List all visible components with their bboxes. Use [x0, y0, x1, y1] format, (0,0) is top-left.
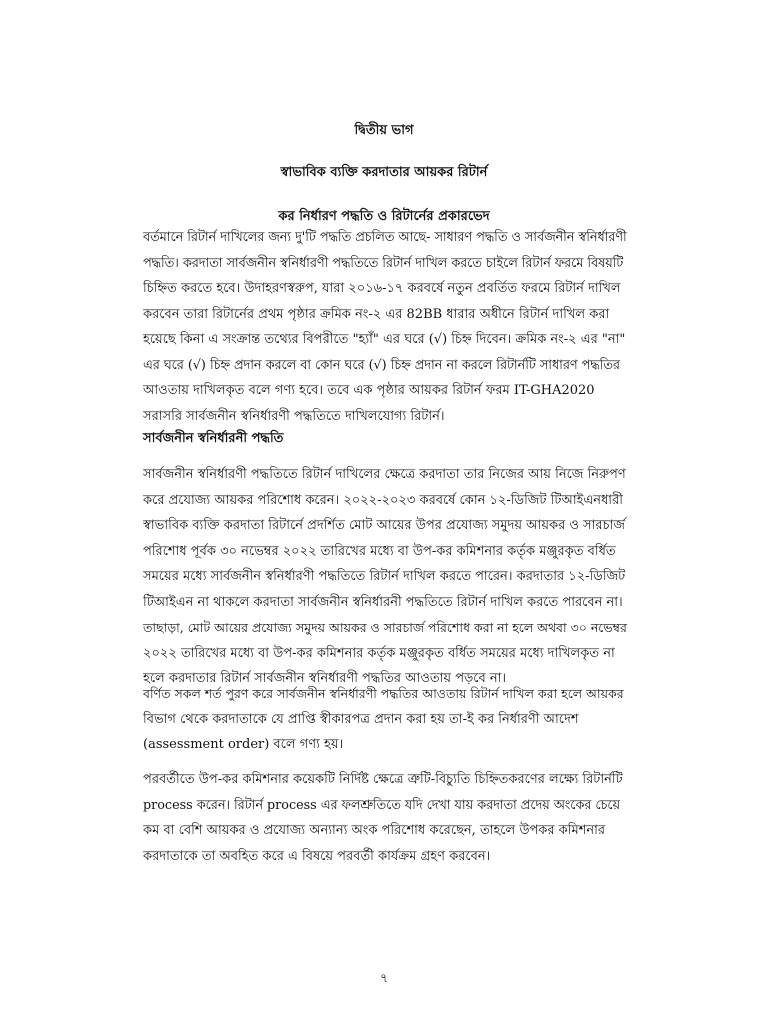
text-line: বর্ণিত সকল শর্ত পুরণ করে সার্বজনীন স্বনির্ধারণী পদ্ধতির আওতায় রিটার্ন দাখিল করা হলে আয়কর	[143, 686, 624, 701]
text-line: পদ্ধতি। করদাতা সার্বজনীন স্বনির্ধারণী পদ্ধতিতে রিটার্ন দাখিল করতে চাইলে রিটার্ন ফরমে বিষয়টি	[143, 255, 624, 271]
text-line: (assessment order) বলে গণ্য হয়।	[143, 737, 344, 752]
text-line: process করেন। রিটার্ন process এর ফলশ্রুতিতে যদি দেখা যায় করদাতা প্রদেয় অংকের চেয়ে	[143, 797, 621, 813]
text-line: হলে করদাতার রিটার্ন সার্বজনীন স্বনির্ধারণী পদ্ধতির আওতায় পড়বে না।	[143, 671, 507, 686]
text-line: সময়ের মধ্যে সার্বজনীন স্বনির্ধারণী পদ্ধতিতে রিটার্ন দাখিল করতে পারেন। করদাতার ১২-ডিজিট	[143, 569, 626, 584]
text-line: তাছাড়া, মোট আয়ের প্রযোজ্য সমুদয় আয়কর ও সারচার্জ পরিশোধ করা না হলে অথবা ৩০ নভেম্বর	[143, 620, 627, 635]
text-line: আওতায় দাখিলকৃত বলে গণ্য হবে। তবে এক পৃষ্ঠার আয়কর রিটার্ন ফরম IT-GHA2020	[143, 383, 595, 398]
text-line: করবেন তারা রিটার্নের প্রথম পৃষ্ঠার ক্রমিক নং-২ এর 82BB ধারার অধীনে রিটার্ন দাখিল করা	[143, 306, 610, 322]
text-line: সরাসরি সার্বজনীন স্বনির্ধারণী পদ্ধতিতে দাখিলযোগ্য রিটার্ন।	[143, 408, 445, 424]
text-line: করদাতাকে তা অবহিত করে এ বিষয়ে পরবর্তী কার্যক্রম গ্রহণ করবেন।	[143, 848, 491, 864]
main-title: স্বাভাবিক ব্যক্তি করদাতার আয়কর রিটার্ন	[280, 165, 488, 180]
text-line: স্বাভাবিক ব্যক্তি করদাতা রিটার্নে প্রদর্শিত মোট আয়ের উপর প্রযোজ্য সমুদয় আয়কর ও সারচার্জ	[143, 518, 625, 533]
section-title: সার্বজনীন স্বনির্ধারনী পদ্ধতি	[143, 431, 284, 446]
self-assessment-paragraph	[143, 462, 628, 692]
intro-paragraph	[143, 225, 628, 429]
sub-title: কর নির্ধারণ পদ্ধতি ও রিটার্নের প্রকারভেদ	[278, 209, 490, 224]
processing-paragraph	[143, 767, 628, 869]
text-line: হয়েছে কিনা এ সংক্রান্ত তথ্যের বিপরীতে "হ্যাঁ" এর ঘরে (√) চিহ্ন দিবেন। ক্রমিক নং-২ এর "না"	[143, 332, 626, 347]
text-line: টিআইএন না থাকলে করদাতা সার্বজনীন স্বনির্ধারনী পদ্ধতিতে রিটার্ন দাখিল করতে পারবেন না।	[143, 594, 623, 610]
page-number: ৭	[380, 971, 388, 985]
text-line: চিহ্নিত করতে হবে। উদাহরণস্বরুপ, যারা ২০১৬-১৭ করবর্ষে নতুন প্রবর্তিত ফরমে রিটার্ন দাখিল	[143, 281, 621, 296]
text-line: সার্বজনীন স্বনির্ধারণী পদ্ধতিতে রিটার্ন দাখিলের ক্ষেত্রে করদাতা তার নিজের আয় নিজে নিরুপণ	[143, 467, 626, 482]
text-line: বর্তমানে রিটার্ন দাখিলের জন্য দু'টি পদ্ধতি প্রচলিত আছে- সাধারণ পদ্ধতি ও সার্বজনীন স্বনির্ধারণী	[143, 230, 627, 245]
text-line: ২০২২ তারিখের মধ্যে বা উপ-কর কমিশনার কর্তৃক মঞ্জুরকৃত বর্ধিত সময়ের মধ্যে দাখিলকৃত না	[143, 645, 615, 661]
text-line: এর ঘরে (√) চিহ্ন প্রদান করলে বা কোন ঘরে (√) চিহ্ন প্রদান না করলে রিটার্নটি সাধারণ পদ্ধতির	[143, 357, 620, 373]
text-line: পরবর্তীতে উপ-কর কমিশনার কয়েকটি নির্দিষ্ট ক্ষেত্রে ত্রুটি-বিচ্যুতি চিহ্নিতকরণের লক্ষ্যে রিটার্নটি	[143, 772, 623, 787]
text-line: কম বা বেশি আয়কর ও প্রযোজ্য অন্যান্য অংক পরিশোধ করেছেন, তাহলে উপকর কমিশনার	[143, 823, 606, 838]
text-line: করে প্রযোজ্য আয়কর পরিশোধ করেন। ২০২২-২০২৩ করবর্ষে কোন ১২-ডিজিট টিআইএনধারী	[143, 492, 623, 508]
text-line: বিভাগ থেকে করদাতাকে যে প্রাপ্তি স্বীকারপত্র প্রদান করা হয় তা-ই কর নির্ধারণী আদেশ	[143, 711, 579, 727]
text-line: পরিশোধ পূর্বক ৩০ নভেম্বর ২০২২ তারিখের মধ্যে বা উপ-কর কমিশনার কর্তৃক মঞ্জুরকৃত বর্ধিত	[143, 543, 616, 559]
assessment-order-paragraph	[143, 681, 628, 758]
part-title: দ্বিতীয় ভাগ	[354, 123, 414, 138]
